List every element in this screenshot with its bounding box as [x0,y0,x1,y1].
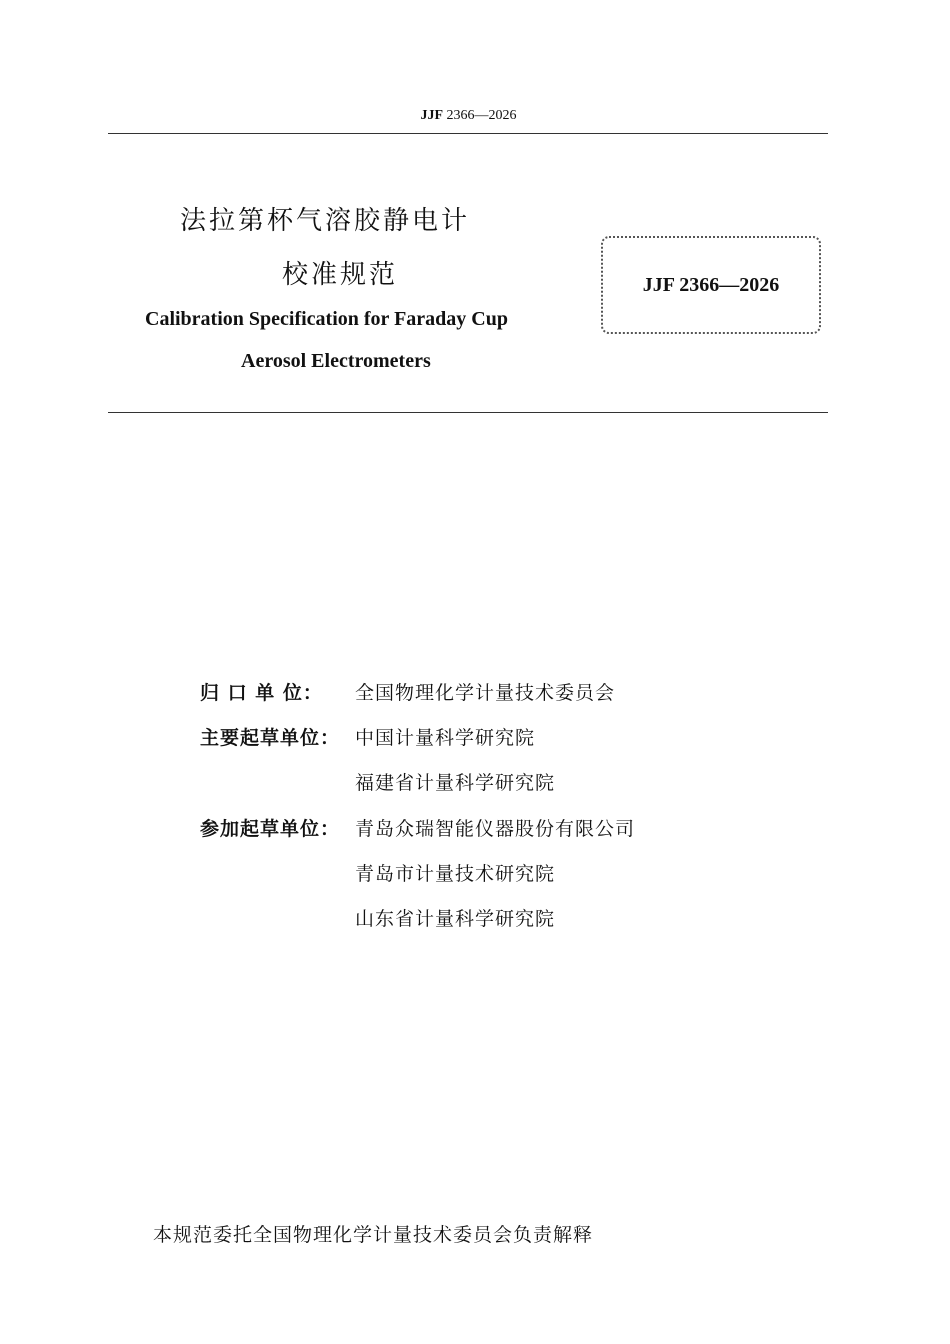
responsible-unit: 全国物理化学计量技术委员会 [355,682,616,704]
participating-drafter: 山东省计量科学研究院 [355,908,556,930]
title-en-line1: Calibration Specification for Faraday Cup [145,308,508,330]
title-en-line2: Aerosol Electrometers [241,350,431,372]
title-rule [108,412,828,413]
header-rule [108,133,828,134]
participating-drafter: 青岛众瑞智能仪器股份有限公司 [355,818,636,840]
label-main-drafters: 主要起草单位： [200,727,341,749]
running-header [0,108,937,124]
title-cn-line1: 法拉第杯气溶胶静电计 [180,206,471,236]
interpretation-note: 本规范委托全国物理化学计量技术委员会负责解释 [153,1224,594,1246]
main-drafter: 福建省计量科学研究院 [355,772,556,794]
title-cn-line2: 校准规范 [282,260,399,290]
main-drafter: 中国计量科学研究院 [355,727,536,749]
code-box: JJF 2366—2026 [601,236,821,334]
participating-drafter: 青岛市计量技术研究院 [355,863,556,885]
header-prefix: JJF [420,108,444,123]
label-responsible-unit: 归 口 单 位： [200,682,323,704]
label-participating-drafters: 参加起草单位： [200,818,341,840]
header-number: 2366—2026 [446,108,517,123]
